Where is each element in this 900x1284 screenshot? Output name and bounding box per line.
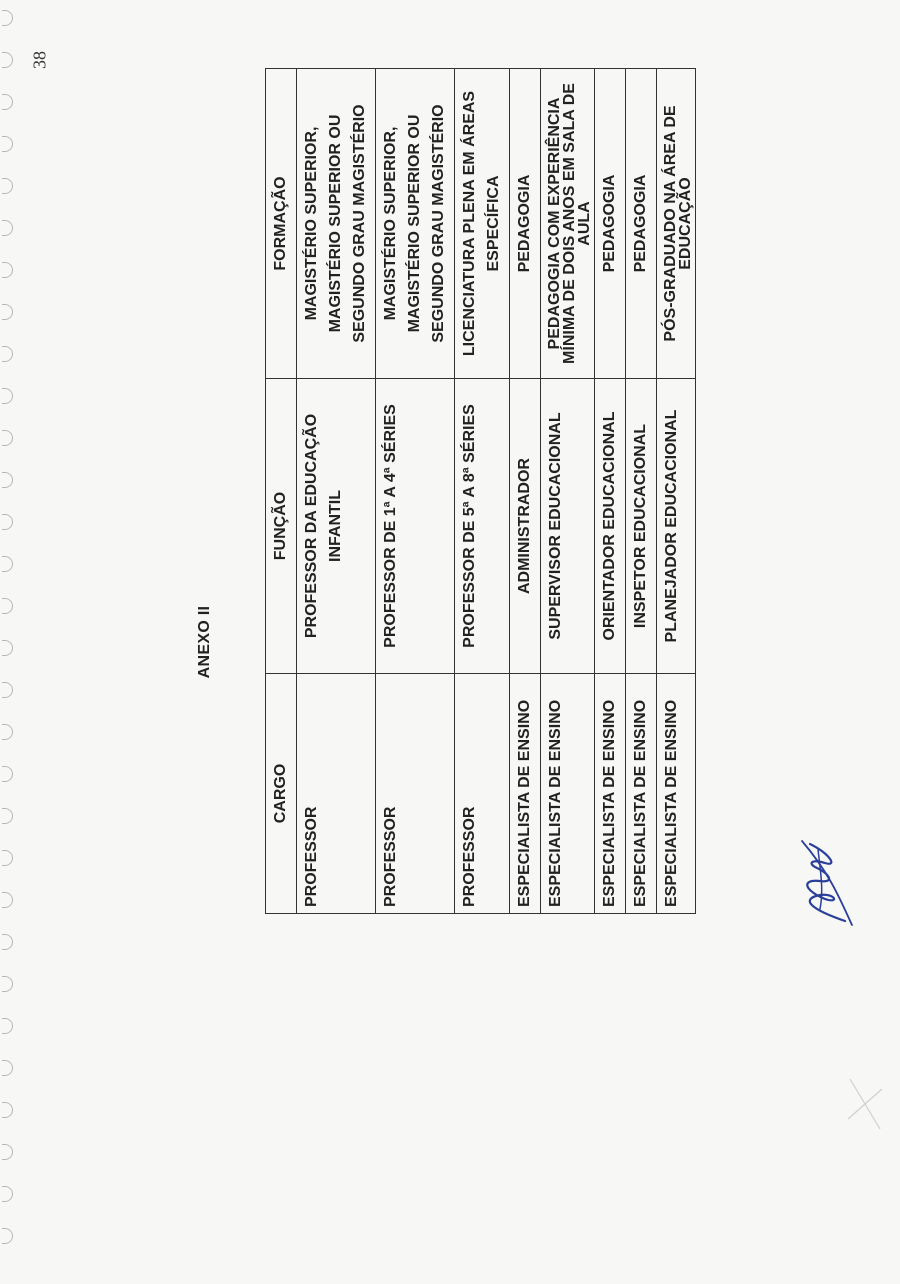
cargo-cell: PROFESSOR (376, 674, 455, 914)
table-row (455, 69, 510, 914)
funcao-cell: INSPETOR EDUCACIONAL (626, 379, 657, 674)
table-row (657, 69, 696, 914)
annex-title: ANEXO II (196, 605, 213, 679)
cargo-cell: ESPECIALISTA DE ENSINO (510, 674, 541, 914)
table-row (376, 69, 455, 914)
formacao-cell: MAGISTÉRIO SUPERIOR, MAGISTÉRIO SUPERIOR OU SEGUNDO GRAU MAGISTÉRIO (376, 69, 455, 379)
formacao-cell: PEDAGOGIA (595, 69, 626, 379)
table-header-row (266, 69, 297, 914)
handwritten-signature (790, 839, 860, 929)
formacao-cell: LICENCIATURA PLENA EM ÁREAS ESPECÍFICA (455, 69, 510, 379)
funcao-cell: ORIENTADOR EDUCACIONAL (595, 379, 626, 674)
header-formacao: FORMAÇÃO (266, 69, 297, 379)
header-funcao: FUNÇÃO (266, 379, 297, 674)
faint-pencil-mark (840, 1074, 890, 1134)
cargo-cell: PROFESSOR (455, 674, 510, 914)
table-row (595, 69, 626, 914)
table-row (510, 69, 541, 914)
funcao-cell: PROFESSOR DE 1ª A 4ª SÉRIES (376, 379, 455, 674)
cargo-cell: ESPECIALISTA DE ENSINO (541, 674, 595, 914)
funcao-cell: PROFESSOR DA EDUCAÇÃO INFANTIL (297, 379, 376, 674)
table-row (626, 69, 657, 914)
funcao-cell: SUPERVISOR EDUCACIONAL (541, 379, 595, 674)
formacao-cell: PÓS-GRADUADO NA ÁREA DE EDUCAÇÃO (657, 69, 696, 379)
page-number: 38 (29, 51, 50, 69)
cargo-cell: PROFESSOR (297, 674, 376, 914)
annex-table (265, 68, 696, 914)
formacao-cell: PEDAGOGIA COM EXPERIÊNCIA MÍNIMA DE DOIS ANOS EM SALA DE AULA (541, 69, 595, 379)
cargo-cell: ESPECIALISTA DE ENSINO (657, 674, 696, 914)
formacao-cell: PEDAGOGIA (626, 69, 657, 379)
cargo-cell: ESPECIALISTA DE ENSINO (626, 674, 657, 914)
formacao-cell: MAGISTÉRIO SUPERIOR, MAGISTÉRIO SUPERIOR OU SEGUNDO GRAU MAGISTÉRIO (297, 69, 376, 379)
table-row (297, 69, 376, 914)
funcao-cell: PROFESSOR DE 5ª A 8ª SÉRIES (455, 379, 510, 674)
table-row (541, 69, 595, 914)
header-cargo: CARGO (266, 674, 297, 914)
cargo-cell: ESPECIALISTA DE ENSINO (595, 674, 626, 914)
formacao-cell: PEDAGOGIA (510, 69, 541, 379)
funcao-cell: ADMINISTRADOR (510, 379, 541, 674)
funcao-cell: PLANEJADOR EDUCACIONAL (657, 379, 696, 674)
